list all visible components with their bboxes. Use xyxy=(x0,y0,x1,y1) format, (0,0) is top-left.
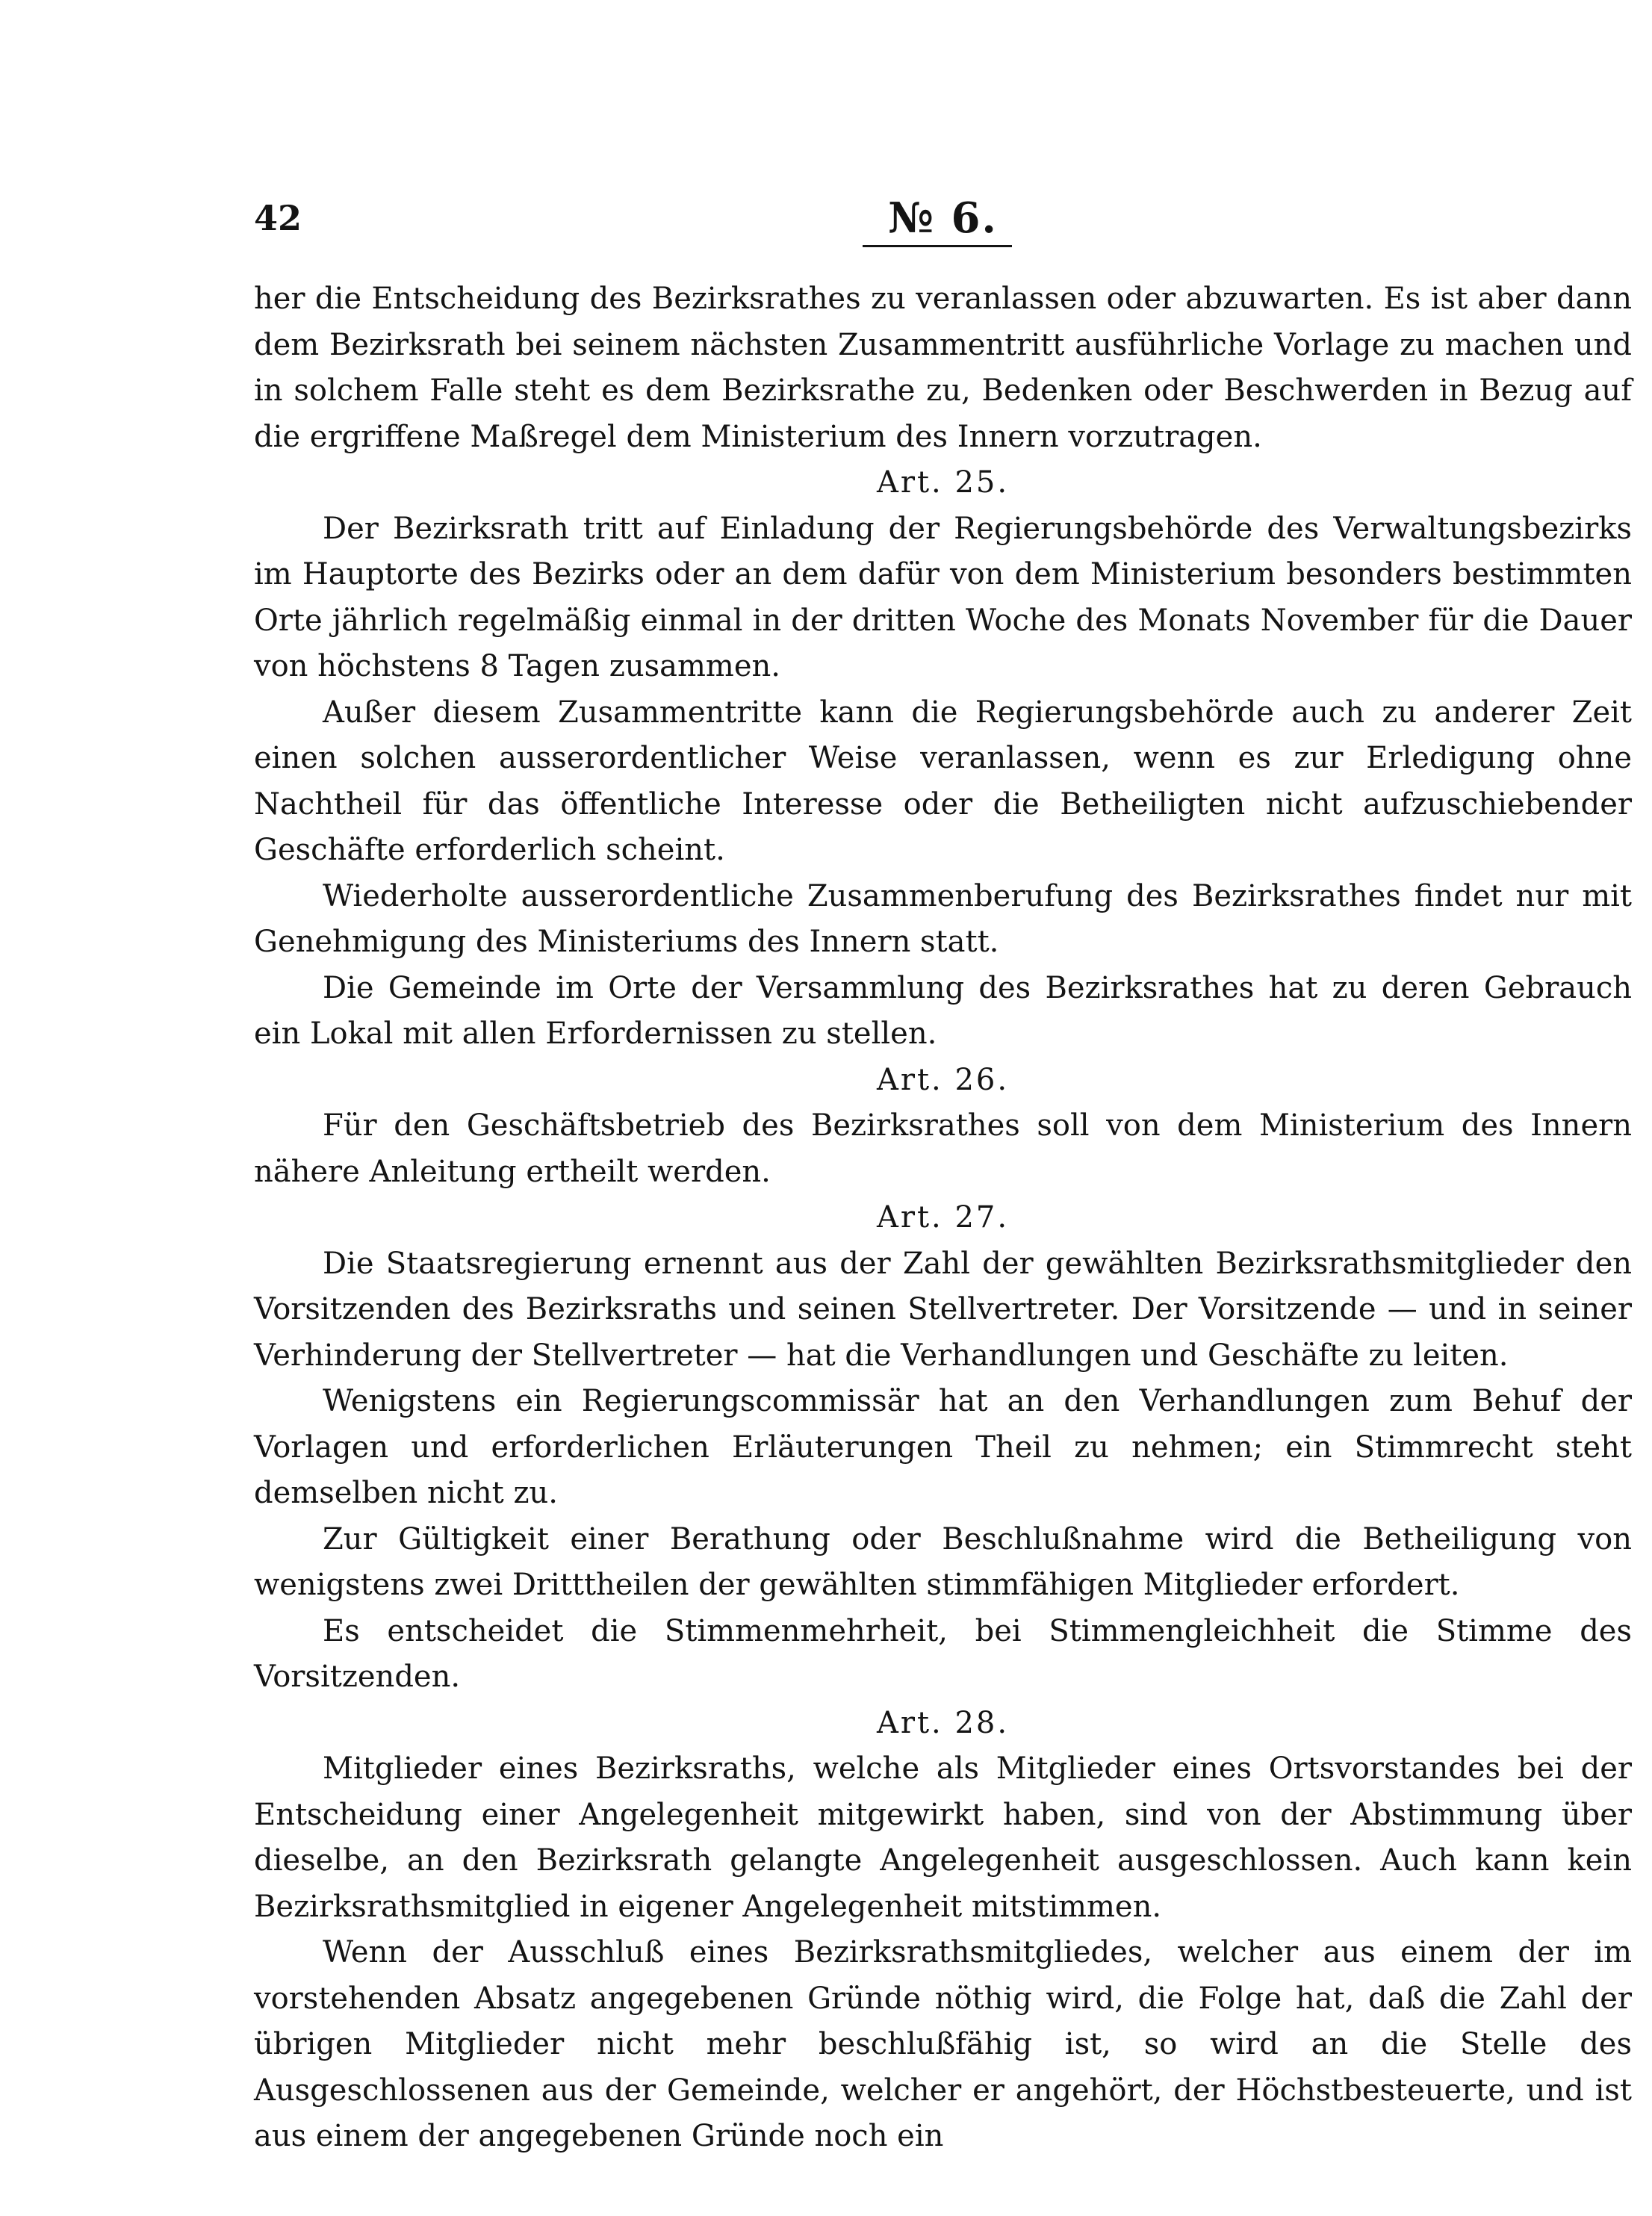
paragraph: Der Bezirksrath tritt auf Einladung der Regierungsbehörde des Verwaltungsbezirks im Hauptorte des Bezirks oder an dem dafür von dem Ministerium besonders bestimmten Orte jährlich regelmäßig einmal in der dritten Woche des Monats November für die Dauer von höchstens 8 Tagen zusammen. xyxy=(254,511,1632,683)
article-heading-28: Art. 28. xyxy=(876,1705,1010,1740)
paragraph: Mitglieder eines Bezirksraths, welche als Mitglieder eines Ortsvorstandes bei der Entscheidung einer Angelegenheit mitgewirkt haben, sind von der Abstimmung über dieselbe, an den Bezirksrath gelangte Angelegenheit ausgeschlossen. Auch kann kein Bezirksrathsmitglied in eigener Angelegenheit mitstimmen. xyxy=(254,1751,1632,1924)
page-header xyxy=(254,193,1632,255)
paragraph: Die Staatsregierung ernennt aus der Zahl der gewählten Bezirksrathsmitglieder den Vorsitzenden des Bezirksraths und seinen Stellvertreter. Der Vorsitzende — und in seiner Verhinderung der Stellvertreter — hat die Verhandlungen und Geschäfte zu leiten. xyxy=(254,1246,1632,1373)
document-body xyxy=(254,276,1632,2160)
paragraph: Es entscheidet die Stimmenmehrheit, bei Stimmengleichheit die Stimme des Vorsitzenden. xyxy=(254,1613,1632,1694)
paragraph: Wenigstens ein Regierungscommissär hat an den Verhandlungen zum Behuf der Vorlagen und erforderlichen Erläuterungen Theil zu nehmen; ein Stimmrecht steht demselben nicht zu. xyxy=(254,1384,1632,1510)
paragraph: Für den Geschäftsbetrieb des Bezirksrathes soll von dem Ministerium des Innern nähere Anleitung ertheilt werden. xyxy=(254,1108,1632,1189)
paragraph: Wiederholte ausserordentliche Zusammenberufung des Bezirksrathes findet nur mit Genehmigung des Ministeriums des Innern statt. xyxy=(254,878,1632,959)
article-heading-26: Art. 26. xyxy=(876,1062,1010,1097)
paragraph: Wenn der Ausschluß eines Bezirksrathsmitgliedes, welcher aus einem der im vorstehenden Absatz angegebenen Gründe nöthig wird, die Folge hat, daß die Zahl der übrigen Mitglieder nicht mehr beschlußfähig ist, so wird an die Stelle des Ausgeschlossenen aus der Gemeinde, welcher er angehört, der Höchstbesteuerte, und ist aus einem der angegebenen Gründe noch ein xyxy=(254,1935,1632,2153)
paragraph-continued: her die Entscheidung des Bezirksrathes zu veranlassen oder abzuwarten. Es ist aber dann dem Bezirksrath bei seinem nächsten Zusammentritt ausführliche Vorlage zu machen und in solchem Falle steht es dem Bezirksrathe zu, Bedenken oder Beschwerden in Bezug auf die ergriffene Maßregel dem Ministerium des Innern vorzutragen. xyxy=(254,282,1632,454)
paragraph: Außer diesem Zusammentritte kann die Regierungsbehörde auch zu anderer Zeit einen solchen ausserordentlicher Weise veranlassen, wenn es zur Erledigung ohne Nachtheil für das öffentliche Interesse oder die Betheiligten nicht aufzuschiebender Geschäfte erforderlich scheint. xyxy=(254,695,1632,867)
article-heading-27: Art. 27. xyxy=(876,1200,1010,1235)
issue-number-underline xyxy=(863,245,1012,247)
article-heading-25: Art. 25. xyxy=(876,465,1010,500)
issue-number: № 6. xyxy=(888,193,998,243)
page-number: 42 xyxy=(254,198,302,238)
paragraph: Zur Gültigkeit einer Berathung oder Beschlußnahme wird die Betheiligung von wenigstens zwei Dritttheilen der gewählten stimmfähigen Mitglieder erfordert. xyxy=(254,1521,1632,1602)
paragraph: Die Gemeinde im Orte der Versammlung des Bezirksrathes hat zu deren Gebrauch ein Lokal mit allen Erfordernissen zu stellen. xyxy=(254,970,1632,1051)
document-page xyxy=(254,193,1632,2160)
